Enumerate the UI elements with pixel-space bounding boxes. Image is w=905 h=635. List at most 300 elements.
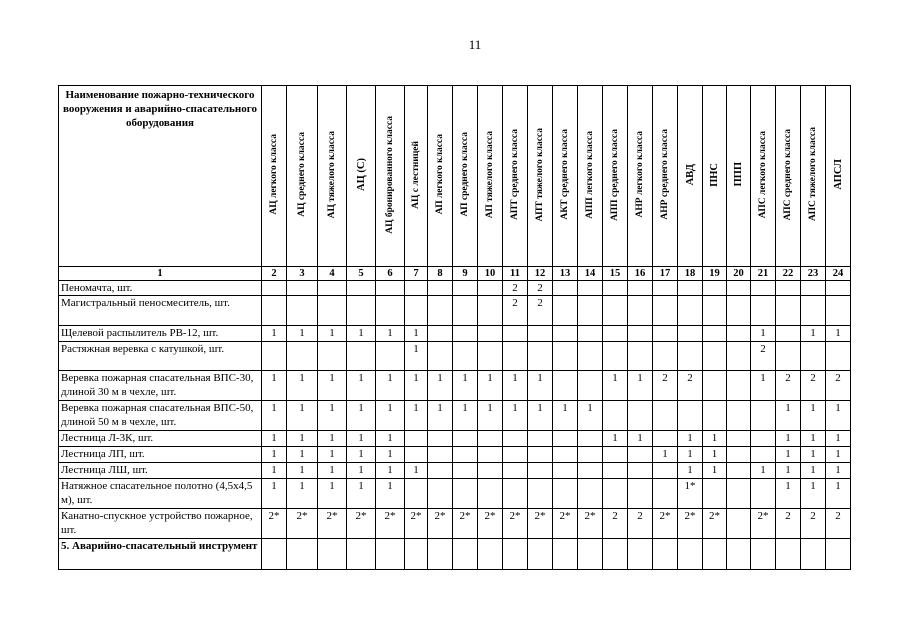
- table-cell: [826, 539, 851, 570]
- table-cell: [727, 539, 751, 570]
- column-header-label: АЦ легкого класса: [269, 134, 279, 215]
- table-cell: [727, 296, 751, 326]
- table-cell: 1: [347, 479, 376, 509]
- column-number: 23: [801, 267, 826, 281]
- page-number: 11: [468, 37, 482, 52]
- table-cell: 1: [287, 326, 318, 342]
- table-cell: [453, 463, 478, 479]
- table-cell: [528, 539, 553, 570]
- table-cell: 1: [776, 401, 801, 431]
- column-header: [727, 86, 751, 267]
- table-cell: [653, 296, 678, 326]
- table-cell: [453, 326, 478, 342]
- column-header: [553, 86, 578, 267]
- table-cell: [553, 342, 578, 371]
- table-cell: 1: [453, 371, 478, 401]
- table-cell: 1: [347, 371, 376, 401]
- column-number: 16: [628, 267, 653, 281]
- table-cell: [727, 401, 751, 431]
- table-cell: [405, 539, 428, 570]
- column-number: 3: [287, 267, 318, 281]
- table-cell: [553, 431, 578, 447]
- table-cell: 1: [318, 431, 347, 447]
- table-cell: [801, 296, 826, 326]
- table-cell: 1: [287, 479, 318, 509]
- table-cell: 2: [603, 509, 628, 539]
- table-cell: 1: [262, 479, 287, 509]
- table-cell: [428, 463, 453, 479]
- table-cell: 1: [603, 371, 628, 401]
- table-cell: [751, 281, 776, 296]
- table-cell: [428, 509, 453, 539]
- table-cell: 1: [678, 463, 703, 479]
- table-cell: [428, 281, 453, 296]
- table-cell: 1: [287, 431, 318, 447]
- table-cell: [826, 296, 851, 326]
- column-number: 17: [653, 267, 678, 281]
- table-cell: [428, 479, 453, 509]
- table-cell: [578, 326, 603, 342]
- table-cell: [801, 342, 826, 371]
- table-cell: [453, 296, 478, 326]
- table-cell: [628, 447, 653, 463]
- column-number: 4: [318, 267, 347, 281]
- table-cell: 1: [405, 371, 428, 401]
- table-cell: 1: [318, 326, 347, 342]
- table-cell: [653, 401, 678, 431]
- table-cell: 1: [287, 401, 318, 431]
- table-cell: [578, 509, 603, 539]
- column-header-label: АП тяжелого класса: [485, 130, 495, 219]
- table-cell: [503, 463, 528, 479]
- column-header-label: АПТ среднего класса: [510, 129, 520, 220]
- table-cell: 1: [776, 479, 801, 509]
- column-header-label: АВД: [684, 163, 696, 186]
- table-cell: [428, 296, 453, 326]
- table-cell: 1: [347, 447, 376, 463]
- cell-value: 2*: [509, 510, 521, 522]
- table-cell: [751, 447, 776, 463]
- table-cell: [628, 401, 653, 431]
- table-cell: [703, 479, 727, 509]
- table-cell: 1: [628, 431, 653, 447]
- table-cell: 1: [751, 371, 776, 401]
- table-cell: [653, 463, 678, 479]
- table-cell: [478, 326, 503, 342]
- table-cell: [801, 281, 826, 296]
- table-cell: [628, 326, 653, 342]
- table-cell: 1: [262, 447, 287, 463]
- table-cell: 1: [528, 371, 553, 401]
- table-row: [59, 431, 851, 447]
- table-cell: [553, 509, 578, 539]
- column-header-label: АЦ с лестницей: [411, 140, 421, 209]
- table-cell: 1: [628, 371, 653, 401]
- table-cell: [653, 509, 678, 539]
- table-cell: [318, 539, 347, 570]
- table-cell: [826, 342, 851, 371]
- column-number: 24: [826, 267, 851, 281]
- table-cell: 1: [262, 401, 287, 431]
- table-cell: [405, 479, 428, 509]
- section-row: [59, 539, 851, 570]
- table-cell: [453, 281, 478, 296]
- table-cell: 1: [826, 326, 851, 342]
- table-cell: [347, 539, 376, 570]
- column-header: [628, 86, 653, 267]
- table-row: [59, 296, 851, 326]
- cell-value: 2*: [459, 510, 471, 522]
- row-name: Натяжное спасательное полотно (4,5х4,5 м), шт.: [59, 479, 262, 509]
- row-name: Канатно-спускное устройство пожарное, шт.: [59, 509, 262, 539]
- row-name: Магистральный пеносмеситель, шт.: [59, 296, 262, 326]
- table-cell: 2: [503, 296, 528, 326]
- table-cell: [528, 431, 553, 447]
- table-cell: 2: [653, 371, 678, 401]
- table-cell: [478, 281, 503, 296]
- row-name: Веревка пожарная спасательная ВПС-30, длиной 30 м в чехле, шт.: [59, 371, 262, 401]
- table-cell: 2: [776, 371, 801, 401]
- row-name: Лестница ЛП, шт.: [59, 447, 262, 463]
- column-number-row: [59, 267, 851, 281]
- table-cell: [653, 342, 678, 371]
- column-header: [453, 86, 478, 267]
- table-cell: 2: [776, 509, 801, 539]
- table-cell: [553, 296, 578, 326]
- table-cell: 2: [751, 342, 776, 371]
- table-cell: 1: [826, 401, 851, 431]
- column-header-label: АПП среднего класса: [610, 128, 620, 221]
- table-cell: 1: [578, 401, 603, 431]
- table-cell: [347, 509, 376, 539]
- table-cell: [478, 479, 503, 509]
- column-header-label: АПТ тяжелого класса: [535, 127, 545, 222]
- column-number: 6: [376, 267, 405, 281]
- table-cell: 1: [703, 463, 727, 479]
- table-cell: 1: [503, 371, 528, 401]
- table-cell: [528, 509, 553, 539]
- table-cell: 1: [703, 447, 727, 463]
- table-cell: [727, 479, 751, 509]
- table-cell: [318, 296, 347, 326]
- table-cell: [553, 463, 578, 479]
- column-header: [653, 86, 678, 267]
- column-header-label: АЦ (С): [355, 158, 367, 191]
- table-cell: 1: [318, 479, 347, 509]
- table-cell: [678, 401, 703, 431]
- table-cell: [703, 326, 727, 342]
- table-cell: [776, 342, 801, 371]
- row-name: Веревка пожарная спасательная ВПС-50, длиной 50 м в чехле, шт.: [59, 401, 262, 431]
- cell-value: 2*: [757, 510, 769, 522]
- table-cell: [503, 539, 528, 570]
- table-cell: 1: [478, 371, 503, 401]
- column-header: [318, 86, 347, 267]
- table-row: [59, 509, 851, 539]
- table-cell: [603, 447, 628, 463]
- equipment-table: [58, 85, 851, 570]
- table-cell: [751, 509, 776, 539]
- column-number: 9: [453, 267, 478, 281]
- table-cell: [503, 509, 528, 539]
- table-cell: [826, 281, 851, 296]
- table-cell: 1: [653, 447, 678, 463]
- table-cell: [287, 281, 318, 296]
- cell-value: 2*: [684, 510, 696, 522]
- row-name: 5. Аварийно-спасательный инструмент: [59, 539, 262, 570]
- cell-value: 2*: [268, 510, 280, 522]
- cell-value: 2*: [434, 510, 446, 522]
- table-cell: 1: [287, 447, 318, 463]
- column-header-label: АПС легкого класса: [758, 130, 768, 219]
- table-cell: [653, 431, 678, 447]
- column-header: [703, 86, 727, 267]
- table-cell: [428, 431, 453, 447]
- table-cell: 1: [703, 431, 727, 447]
- table-cell: [453, 342, 478, 371]
- cell-value: 2*: [296, 510, 308, 522]
- table-cell: [578, 296, 603, 326]
- table-cell: 1: [376, 371, 405, 401]
- table-row: [59, 463, 851, 479]
- column-header: [826, 86, 851, 267]
- column-header: [503, 86, 528, 267]
- cell-value: 2*: [384, 510, 396, 522]
- column-header: [578, 86, 603, 267]
- column-number: 11: [503, 267, 528, 281]
- table-cell: [678, 342, 703, 371]
- table-cell: [653, 539, 678, 570]
- table-row: [59, 401, 851, 431]
- table-cell: [776, 281, 801, 296]
- table-cell: 1: [347, 463, 376, 479]
- table-cell: [347, 296, 376, 326]
- table-cell: 1: [826, 479, 851, 509]
- cell-value: 1*: [684, 480, 696, 492]
- table-cell: [428, 539, 453, 570]
- table-cell: [653, 479, 678, 509]
- table-cell: [478, 296, 503, 326]
- table-cell: 1: [347, 401, 376, 431]
- table-cell: 1: [376, 479, 405, 509]
- table-cell: 1: [826, 447, 851, 463]
- table-cell: [453, 447, 478, 463]
- table-cell: 1: [801, 401, 826, 431]
- header-row: [59, 86, 851, 267]
- table-cell: 1: [318, 401, 347, 431]
- table-cell: 1: [528, 401, 553, 431]
- column-header: [776, 86, 801, 267]
- table-cell: [727, 447, 751, 463]
- table-cell: 1: [376, 463, 405, 479]
- table-cell: [653, 326, 678, 342]
- column-header: [528, 86, 553, 267]
- table-cell: [405, 509, 428, 539]
- table-cell: [751, 296, 776, 326]
- table-cell: [528, 463, 553, 479]
- column-number: 21: [751, 267, 776, 281]
- column-header-label: АНР среднего класса: [660, 129, 670, 220]
- table-cell: [678, 296, 703, 326]
- table-cell: [287, 509, 318, 539]
- table-cell: [478, 431, 503, 447]
- table-cell: 1: [503, 401, 528, 431]
- column-number: 14: [578, 267, 603, 281]
- cell-value: 2*: [584, 510, 596, 522]
- table-cell: [776, 296, 801, 326]
- table-cell: [776, 326, 801, 342]
- table-cell: 1: [262, 371, 287, 401]
- table-row: [59, 447, 851, 463]
- table-cell: 1: [553, 401, 578, 431]
- table-cell: [553, 326, 578, 342]
- table-cell: [653, 281, 678, 296]
- table-cell: [703, 509, 727, 539]
- table-cell: 1: [376, 447, 405, 463]
- table-cell: 1: [318, 463, 347, 479]
- table-cell: [405, 447, 428, 463]
- table-cell: 1: [405, 342, 428, 371]
- table-cell: [318, 342, 347, 371]
- table-cell: 1: [826, 431, 851, 447]
- table-cell: [703, 401, 727, 431]
- table-cell: 2: [678, 371, 703, 401]
- table-cell: [578, 371, 603, 401]
- table-cell: [628, 342, 653, 371]
- table-cell: [603, 539, 628, 570]
- table-cell: 1: [405, 401, 428, 431]
- table-cell: 1: [287, 463, 318, 479]
- table-cell: [262, 539, 287, 570]
- table-cell: 2: [528, 281, 553, 296]
- cell-value: 2*: [355, 510, 367, 522]
- table-cell: [528, 447, 553, 463]
- table-cell: 2: [826, 509, 851, 539]
- column-header-label: АНР легкого класса: [635, 131, 645, 218]
- table-cell: [727, 371, 751, 401]
- table-cell: 1: [776, 463, 801, 479]
- table-cell: 1: [428, 401, 453, 431]
- table-cell: [678, 281, 703, 296]
- table-cell: [727, 342, 751, 371]
- table-cell: [727, 431, 751, 447]
- column-number: 12: [528, 267, 553, 281]
- table-cell: [578, 281, 603, 296]
- table-cell: [628, 281, 653, 296]
- table-cell: [287, 296, 318, 326]
- column-number: 15: [603, 267, 628, 281]
- column-number: 22: [776, 267, 801, 281]
- table-row: [59, 479, 851, 509]
- table-cell: [528, 479, 553, 509]
- column-header-label: ПНС: [709, 162, 720, 187]
- table-cell: [703, 539, 727, 570]
- table-cell: [628, 479, 653, 509]
- row-name: Растяжная веревка с катушкой, шт.: [59, 342, 262, 371]
- name-column-header: Наименование пожарно-технического вооружения и аварийно-спасательного оборудования: [59, 86, 262, 267]
- column-header-label: АП среднего класса: [460, 132, 470, 217]
- table-cell: [376, 509, 405, 539]
- table-cell: [262, 281, 287, 296]
- table-cell: [727, 509, 751, 539]
- table-cell: 1: [262, 326, 287, 342]
- column-header: [603, 86, 628, 267]
- table-cell: 1: [603, 431, 628, 447]
- column-number: 19: [703, 267, 727, 281]
- table-row: [59, 342, 851, 371]
- table-cell: [453, 539, 478, 570]
- table-cell: [262, 296, 287, 326]
- column-number: 13: [553, 267, 578, 281]
- table-cell: 2: [826, 371, 851, 401]
- table-cell: 1: [678, 447, 703, 463]
- table-cell: [428, 326, 453, 342]
- table-cell: [428, 447, 453, 463]
- table-cell: [678, 326, 703, 342]
- column-header: [428, 86, 453, 267]
- table-cell: [751, 539, 776, 570]
- table-cell: [503, 326, 528, 342]
- column-header: [801, 86, 826, 267]
- table-cell: 1: [801, 479, 826, 509]
- table-cell: 1: [801, 326, 826, 342]
- column-header-label: ППП: [733, 162, 744, 187]
- cell-value: 2*: [534, 510, 546, 522]
- table-cell: [603, 296, 628, 326]
- table-cell: [628, 296, 653, 326]
- table-cell: [528, 342, 553, 371]
- table-cell: [578, 479, 603, 509]
- column-header-label: АПС тяжелого класса: [808, 127, 818, 222]
- table-cell: [553, 281, 578, 296]
- table-cell: [318, 281, 347, 296]
- column-header: [678, 86, 703, 267]
- column-header-label: АП легкого класса: [435, 134, 445, 215]
- table-cell: [376, 539, 405, 570]
- column-number: 7: [405, 267, 428, 281]
- table-cell: [553, 539, 578, 570]
- table-cell: 1: [751, 326, 776, 342]
- table-cell: 2: [528, 296, 553, 326]
- table-row: [59, 371, 851, 401]
- table-cell: 1: [376, 431, 405, 447]
- column-header-label: АПП легкого класса: [585, 130, 595, 219]
- table-cell: 1: [287, 371, 318, 401]
- table-cell: [262, 342, 287, 371]
- table-cell: [376, 281, 405, 296]
- table-cell: [727, 463, 751, 479]
- table-cell: 1: [478, 401, 503, 431]
- table-cell: [678, 479, 703, 509]
- column-number: 2: [262, 267, 287, 281]
- table-cell: 2: [801, 371, 826, 401]
- table-cell: [503, 342, 528, 371]
- table-cell: [603, 479, 628, 509]
- column-header: [262, 86, 287, 267]
- table-cell: [603, 342, 628, 371]
- table-cell: [703, 281, 727, 296]
- column-number: 5: [347, 267, 376, 281]
- table-cell: [727, 281, 751, 296]
- table-cell: 1: [318, 447, 347, 463]
- table-cell: 2: [801, 509, 826, 539]
- column-number: 20: [727, 267, 751, 281]
- cell-value: 2*: [410, 510, 422, 522]
- table-cell: [453, 479, 478, 509]
- table-cell: [318, 509, 347, 539]
- table-cell: 1: [801, 463, 826, 479]
- table-cell: [453, 509, 478, 539]
